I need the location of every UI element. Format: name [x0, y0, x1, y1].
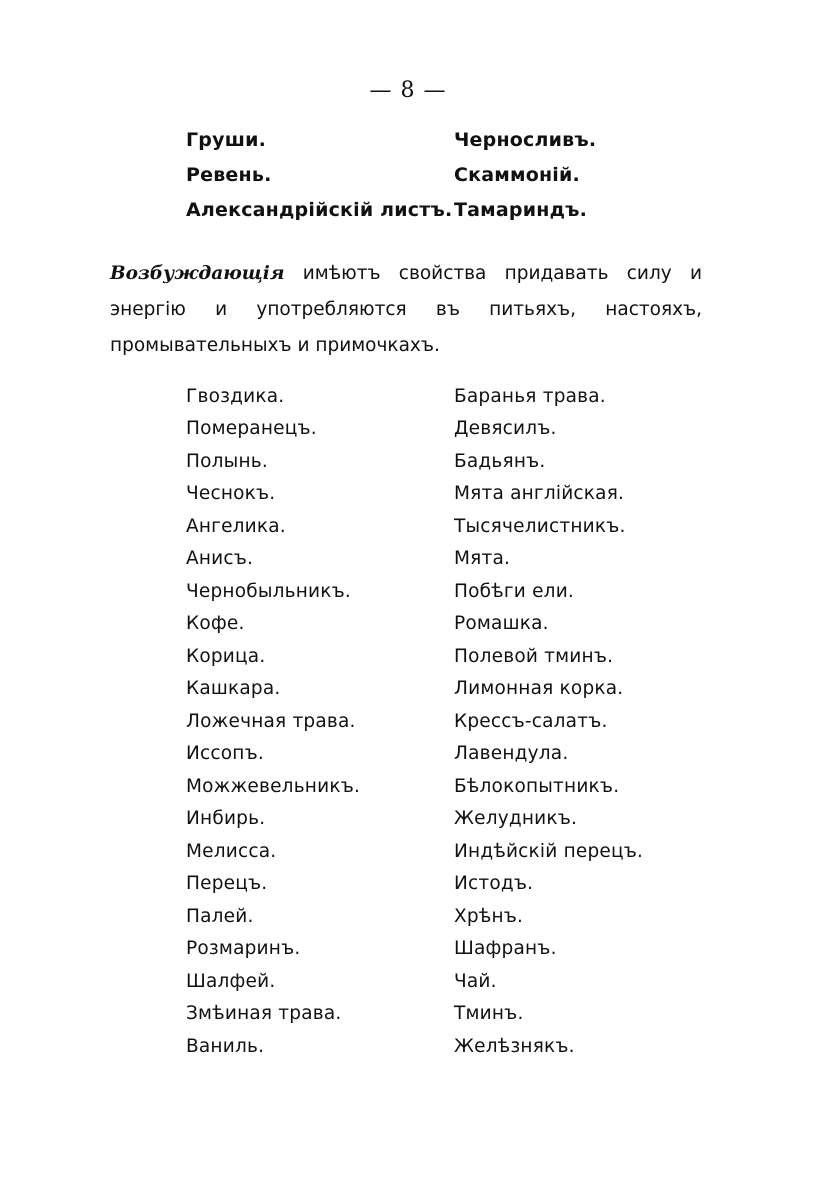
list-row: [186, 510, 666, 543]
list-row: [186, 738, 666, 771]
page-number: — 8 —: [369, 78, 447, 103]
list-item-right: Скаммоній.: [454, 163, 580, 186]
list-item-left: Кофе.: [186, 613, 245, 635]
list-item-right: Индѣйскій перецъ.: [454, 840, 644, 862]
list-item-left: Чернобыльникъ.: [186, 580, 352, 602]
list-item-right: Тамариндъ.: [454, 198, 588, 221]
list-item-left: Шалфей.: [186, 970, 276, 992]
list-item-right: Хрѣнъ.: [454, 905, 524, 927]
list-row: [186, 803, 666, 836]
list-item-right: Бѣлокопытникъ.: [454, 775, 620, 797]
list-item-left: Ложечная трава.: [186, 710, 356, 732]
list-item-left: Груши.: [186, 128, 267, 151]
list-item-right: Желѣзнякъ.: [454, 1035, 575, 1057]
list-item-right: Крессъ-салатъ.: [454, 710, 608, 732]
list-row: [186, 122, 666, 157]
list-item-left: Полынь.: [186, 450, 268, 472]
list-row: [186, 608, 666, 641]
list-row: [186, 998, 666, 1031]
list-item-left: Чеснокъ.: [186, 483, 276, 505]
list-item-left: Корица.: [186, 645, 266, 667]
list-row: [186, 157, 666, 192]
list-item-right: Тысячелистникъ.: [454, 515, 626, 537]
list-row: [186, 965, 666, 998]
list-row: [186, 640, 666, 673]
list-item-right: Лавендула.: [454, 743, 569, 765]
list-item-right: Истодъ.: [454, 873, 534, 895]
list-item-left: Розмаринъ.: [186, 938, 301, 960]
stimulant-remedy-list: [186, 380, 666, 1063]
description-paragraph: [110, 256, 702, 364]
list-item-left: Александрійскій листъ.: [186, 198, 453, 221]
list-row: [186, 192, 666, 227]
list-item-left: Перецъ.: [186, 873, 268, 895]
list-item-left: Гвоздика.: [186, 385, 285, 407]
list-row: [186, 770, 666, 803]
list-item-right: Ромашка.: [454, 613, 549, 635]
list-row: [186, 413, 666, 446]
list-item-right: Девясилъ.: [454, 418, 557, 440]
list-row: [186, 1030, 666, 1063]
list-item-right: Бадьянъ.: [454, 450, 546, 472]
list-item-left: Мелисса.: [186, 840, 277, 862]
list-row: [186, 575, 666, 608]
list-row: [186, 868, 666, 901]
paragraph-term: Возбуждающія: [110, 263, 285, 284]
list-item-left: Можжевельникъ.: [186, 775, 361, 797]
list-item-right: Побѣги ели.: [454, 580, 575, 602]
list-item-left: Анисъ.: [186, 548, 254, 570]
list-item-right: Баранья трава.: [454, 385, 606, 407]
list-item-right: Чай.: [454, 970, 497, 992]
list-item-left: Инбирь.: [186, 808, 266, 830]
top-remedy-list: [186, 122, 666, 227]
list-item-left: Иссопъ.: [186, 743, 264, 765]
list-item-right: Черносливъ.: [454, 128, 597, 151]
list-row: [186, 445, 666, 478]
paragraph-text: имѣютъ свойства придавать силу и энергію и употребляются въ питьяхъ, настояхъ, промывательныхъ и примочкахъ.: [110, 263, 702, 356]
list-row: [186, 933, 666, 966]
list-row: [186, 673, 666, 706]
list-row: [186, 835, 666, 868]
list-row: [186, 705, 666, 738]
list-item-left: Кашкара.: [186, 678, 281, 700]
list-item-left: Ревень.: [186, 163, 272, 186]
list-row: [186, 543, 666, 576]
list-item-right: Лимонная корка.: [454, 678, 624, 700]
list-row: [186, 380, 666, 413]
list-row: [186, 900, 666, 933]
list-item-right: Шафранъ.: [454, 938, 557, 960]
list-item-left: Палей.: [186, 905, 254, 927]
list-item-left: Померанецъ.: [186, 418, 317, 440]
list-item-right: Тминъ.: [454, 1003, 524, 1025]
list-item-right: Мята англійская.: [454, 483, 625, 505]
list-row: [186, 478, 666, 511]
list-item-left: Змѣиная трава.: [186, 1003, 342, 1025]
list-item-left: Ангелика.: [186, 515, 286, 537]
list-item-right: Желудникъ.: [454, 808, 578, 830]
list-item-right: Полевой тминъ.: [454, 645, 614, 667]
list-item-right: Мята.: [454, 548, 511, 570]
list-item-left: Ваниль.: [186, 1035, 265, 1057]
